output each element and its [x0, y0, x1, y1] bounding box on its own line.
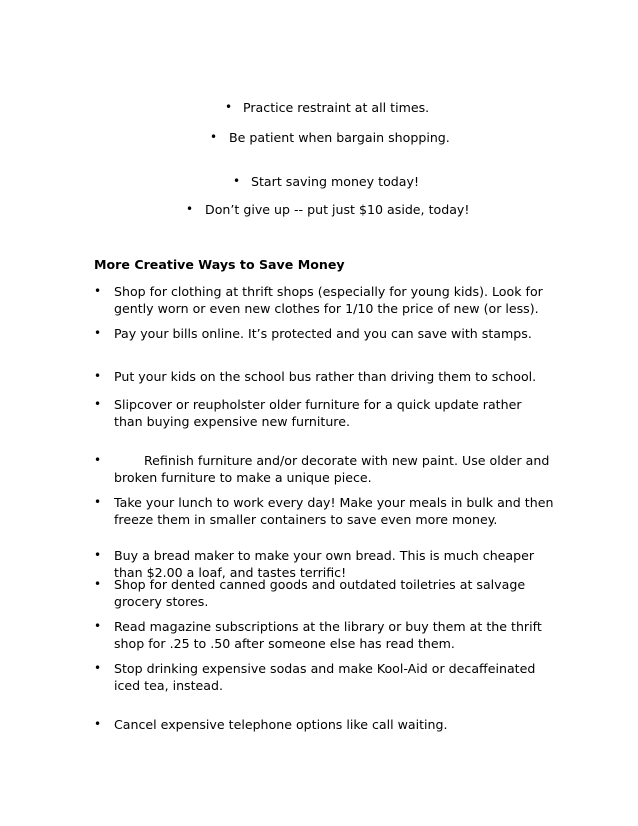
list-item: [94, 396, 554, 430]
list-item: [94, 325, 554, 342]
bullet-icon: •: [94, 619, 102, 633]
bullet-icon: •: [233, 174, 241, 188]
list-item: [94, 494, 554, 528]
tip-dont-give-up: Don’t give up -- put just $10 aside, today!: [205, 202, 470, 217]
list-item-text: Pay your bills online. It’s protected and you can save with stamps.: [114, 326, 532, 341]
list-item: [94, 368, 554, 385]
list-item: [94, 576, 554, 610]
bullet-icon: •: [94, 369, 102, 383]
list-item-text: Cancel expensive telephone options like call waiting.: [114, 717, 448, 732]
bullet-icon: •: [94, 577, 102, 591]
list-item: [94, 660, 554, 694]
bullet-icon: •: [94, 548, 102, 562]
list-item-text: Slipcover or reupholster older furniture for a quick update rather than buying expensive new furniture.: [114, 397, 522, 429]
list-item-text: Refinish furniture and/or decorate with new paint. Use older and broken furniture to make a unique piece.: [114, 453, 550, 485]
section-heading: More Creative Ways to Save Money: [94, 257, 345, 272]
list-item-text: Read magazine subscriptions at the library or buy them at the thrift shop for .25 to .50 after someone else has read them.: [114, 619, 542, 651]
list-item: [94, 716, 554, 733]
list-item-text: Buy a bread maker to make your own bread. This is much cheaper than $2.00 a loaf, and tastes terrific!: [114, 548, 535, 580]
list-item-text: Stop drinking expensive sodas and make Kool-Aid or decaffeinated iced tea, instead.: [114, 661, 536, 693]
bullet-icon: •: [186, 202, 194, 216]
bullet-icon: •: [94, 495, 102, 509]
bullet-icon: •: [210, 130, 218, 144]
list-item: [94, 452, 554, 486]
list-item-text: Put your kids on the school bus rather than driving them to school.: [114, 369, 537, 384]
bullet-icon: •: [225, 100, 233, 114]
bullet-icon: •: [94, 453, 102, 467]
bullet-icon: •: [94, 397, 102, 411]
tip-restraint: Practice restraint at all times.: [243, 100, 430, 115]
list-item-text: Shop for clothing at thrift shops (especially for young kids). Look for gently worn or even new clothes for 1/10 the price of new (or less).: [114, 284, 543, 316]
list-item: [94, 283, 554, 317]
tip-patient: Be patient when bargain shopping.: [229, 130, 450, 145]
bullet-icon: •: [94, 284, 102, 298]
bullet-icon: •: [94, 326, 102, 340]
tip-start-saving: Start saving money today!: [251, 174, 419, 189]
list-item-text: Take your lunch to work every day! Make your meals in bulk and then freeze them in smaller containers to save even more money.: [114, 495, 554, 527]
bullet-icon: •: [94, 717, 102, 731]
bullet-icon: •: [94, 661, 102, 675]
list-item: [94, 618, 554, 652]
list-item-text: Shop for dented canned goods and outdated toiletries at salvage grocery stores.: [114, 577, 526, 609]
